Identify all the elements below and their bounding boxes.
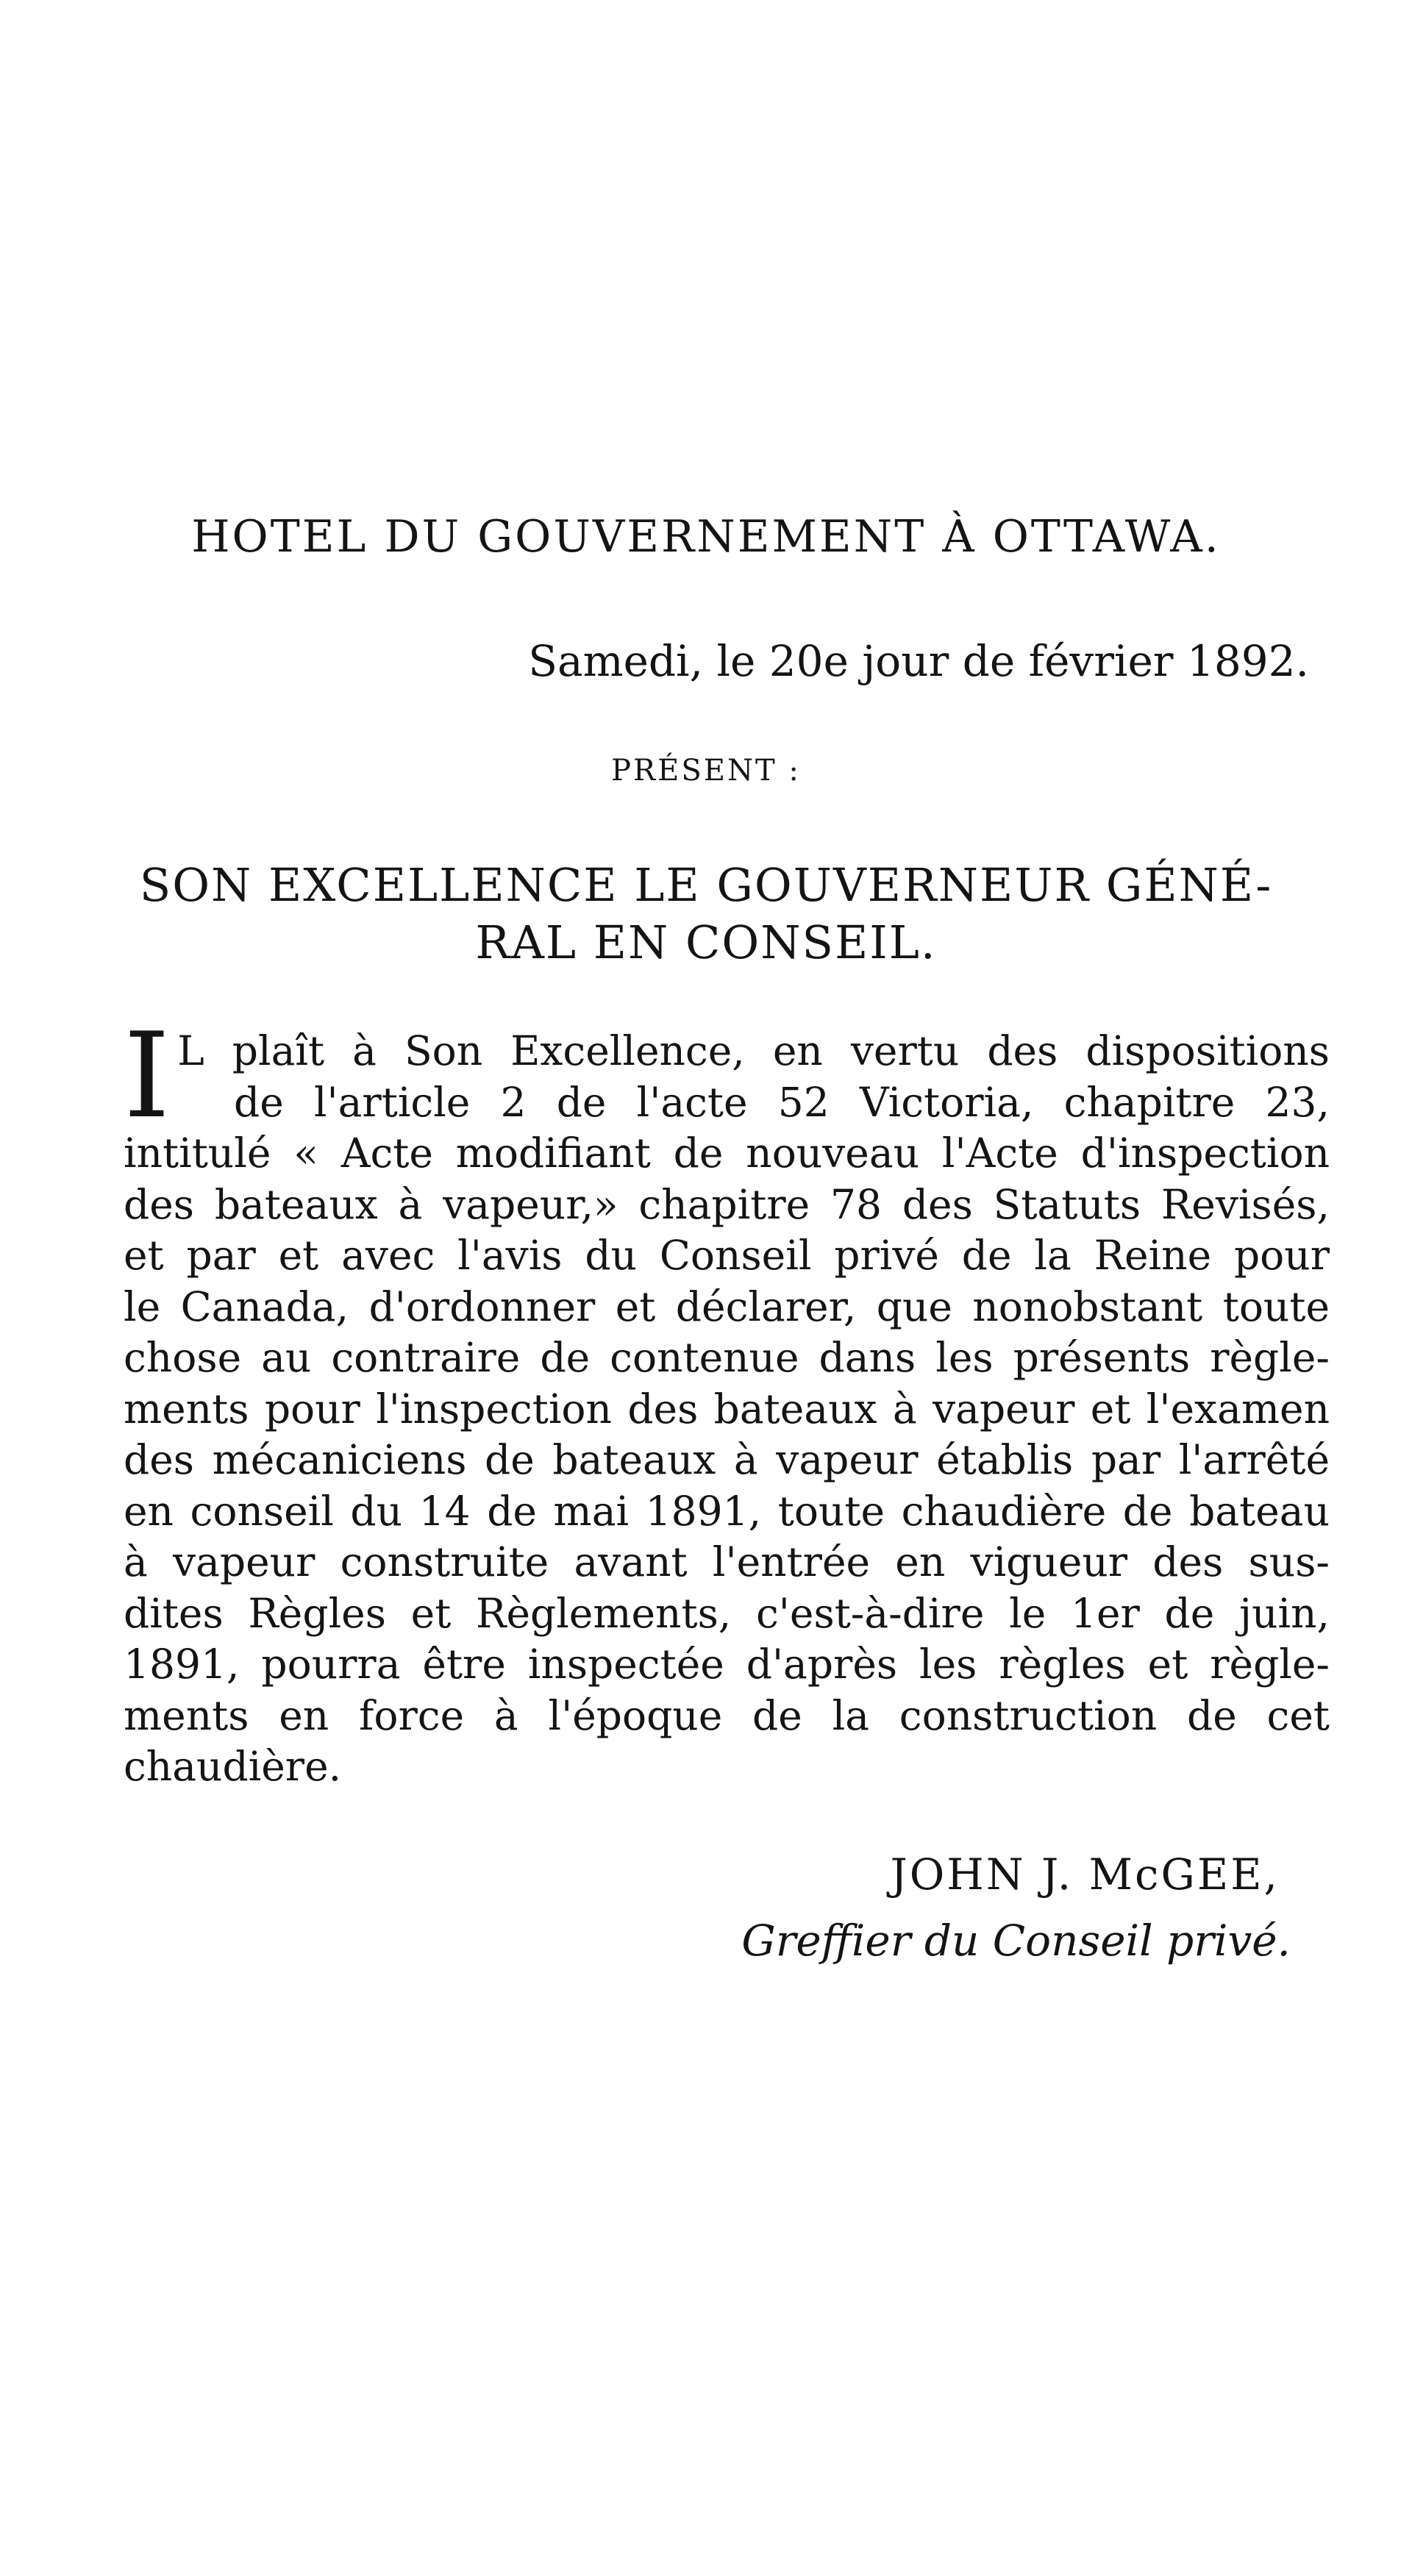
body-line: de l'article 2 de l'acte 52 Victoria, chapitre 23,: [234, 1078, 1330, 1126]
body-line: dites Règles et Règlements, c'est-à-dire le 1er de juin,: [124, 1589, 1330, 1637]
body-line: chaudière.: [124, 1743, 342, 1790]
body-line: 1891, pourra être inspectée d'après les règles et règle-: [124, 1641, 1330, 1688]
body-line: ments en force à l'époque de la construction de cet: [124, 1691, 1330, 1739]
document-header: HOTEL DU GOUVERNEMENT À OTTAWA.: [191, 511, 1221, 563]
body-line: le Canada, d'ordonner et déclarer, que nonobstant toute: [124, 1282, 1330, 1330]
body-line: des bateaux à vapeur,» chapitre 78 des Statuts Revisés,: [124, 1180, 1330, 1228]
body-line: chose au contraire de contenue dans les présents règle-: [124, 1334, 1330, 1381]
body-line: en conseil du 14 de mai 1891, toute chaudière de bateau: [124, 1487, 1330, 1535]
body-line: L plaît à Son Excellence, en vertu des dispositions: [177, 1027, 1330, 1074]
order-body: [124, 1007, 1330, 1793]
body-line: ments pour l'inspection des bateaux à vapeur et l'examen: [124, 1385, 1330, 1433]
body-line: intitulé « Acte modifiant de nouveau l'Acte d'inspection: [124, 1130, 1330, 1177]
authority-line: SON EXCELLENCE LE GOUVERNEUR GÉNÉ-: [139, 858, 1273, 912]
body-line: et par et avec l'avis du Conseil privé de la Reine pour: [124, 1232, 1330, 1279]
document-date: Samedi, le 20e jour de février 1892.: [528, 636, 1309, 686]
authority-heading: [110, 857, 1302, 971]
body-line: des mécaniciens de bateaux à vapeur établis par l'arrêté: [124, 1436, 1330, 1483]
authority-line: RAL EN CONSEIL.: [475, 916, 937, 969]
signatory-name: JOHN J. McGEE,: [890, 1849, 1280, 1899]
signatory-title: Greffier du Conseil privé.: [741, 1916, 1291, 1966]
drop-cap: I: [124, 1007, 171, 1144]
body-line: à vapeur construite avant l'entrée en vigueur des sus-: [124, 1538, 1330, 1585]
present-label: PRÉSENT :: [611, 754, 801, 788]
